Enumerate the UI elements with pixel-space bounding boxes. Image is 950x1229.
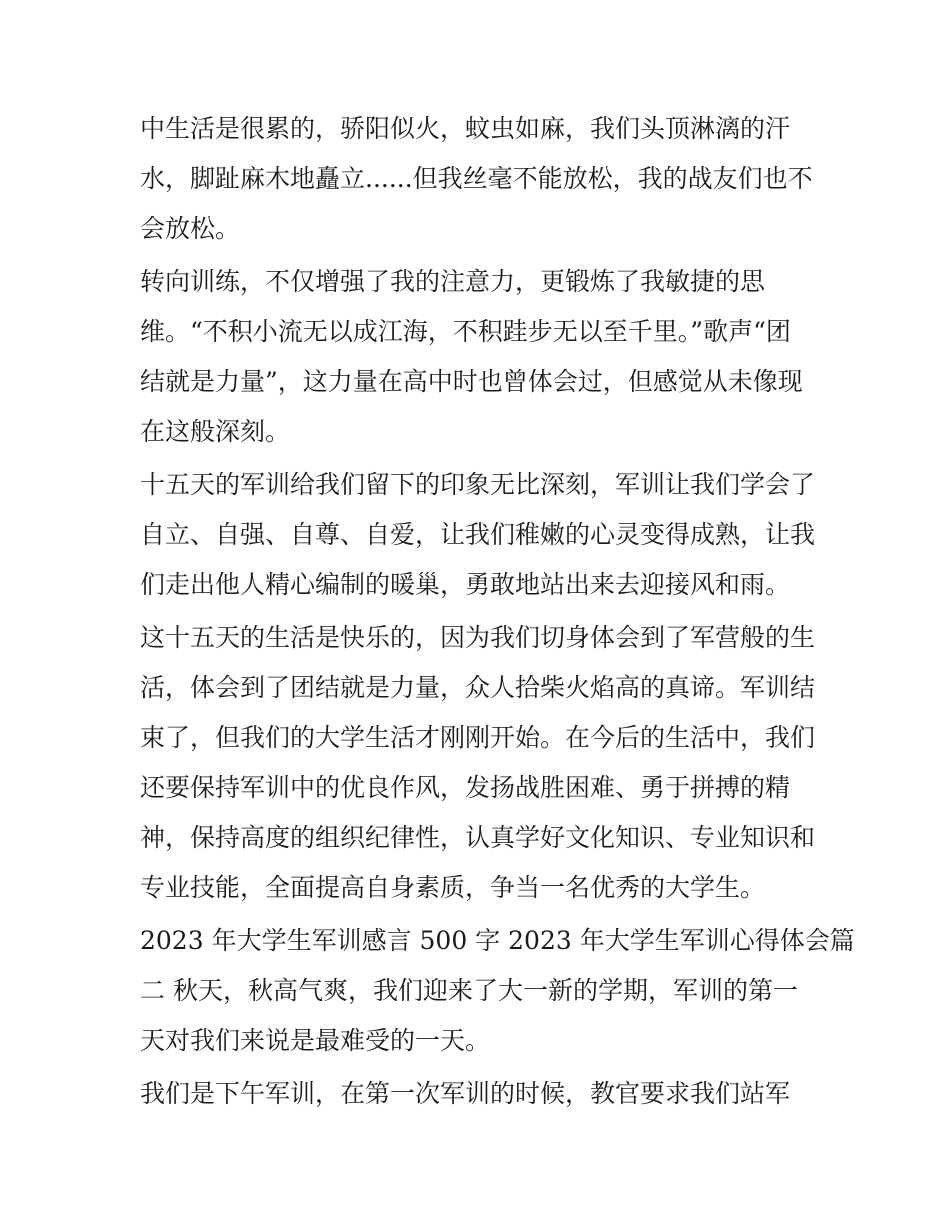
text-line: 们走出他人精心编制的暖巢，勇敢地站出来去迎接风和雨。 (140, 570, 791, 599)
text-line: 自立、自强、自尊、自爱，让我们稚嫩的心灵变得成熟，让我 (140, 520, 816, 549)
text-line: 2023 年大学生军训感言 500 字 2023 年大学生军训心得体会篇 (140, 926, 855, 955)
text-line: 维。“不积小流无以成江海，不积跬步无以至千里。”歌声“团 (140, 317, 791, 346)
text-line: 转向训练，不仅增强了我的注意力，更锻炼了我敏捷的思 (140, 267, 766, 296)
text-line: 专业技能，全面提高自身素质，争当一名优秀的大学生。 (140, 873, 766, 902)
text-line: 在这般深刻。 (140, 417, 291, 446)
document-body (140, 104, 855, 1119)
text-line: 会放松。 (140, 214, 241, 243)
text-line: 天对我们来说是最难受的一天。 (140, 1026, 491, 1055)
text-line: 束了，但我们的大学生活才刚刚开始。在今后的生活中，我们 (140, 723, 816, 752)
text-line: 水，脚趾麻木地矗立......但我丝毫不能放松，我的战友们也不 (140, 164, 813, 193)
text-line: 十五天的军训给我们留下的印象无比深刻，军训让我们学会了 (140, 470, 816, 499)
text-line: 还要保持军训中的优良作风，发扬战胜困难、勇于拼搏的精 (140, 773, 791, 802)
text-line: 结就是力量”，这力量在高中时也曾体会过，但感觉从未像现 (140, 367, 803, 396)
text-line: 我们是下午军训，在第一次军训的时候，教官要求我们站军 (140, 1079, 791, 1108)
text-line: 二 秋天，秋高气爽，我们迎来了大一新的学期，军训的第一 (140, 976, 798, 1005)
text-line: 中生活是很累的，骄阳似火，蚊虫如麻，我们头顶淋漓的汗 (140, 114, 791, 143)
text-line: 神，保持高度的组织纪律性，认真学好文化知识、专业知识和 (140, 823, 816, 852)
text-line: 活，体会到了团结就是力量，众人拾柴火焰高的真谛。军训结 (140, 673, 816, 702)
text-line: 这十五天的生活是快乐的，因为我们切身体会到了军营般的生 (140, 623, 816, 652)
